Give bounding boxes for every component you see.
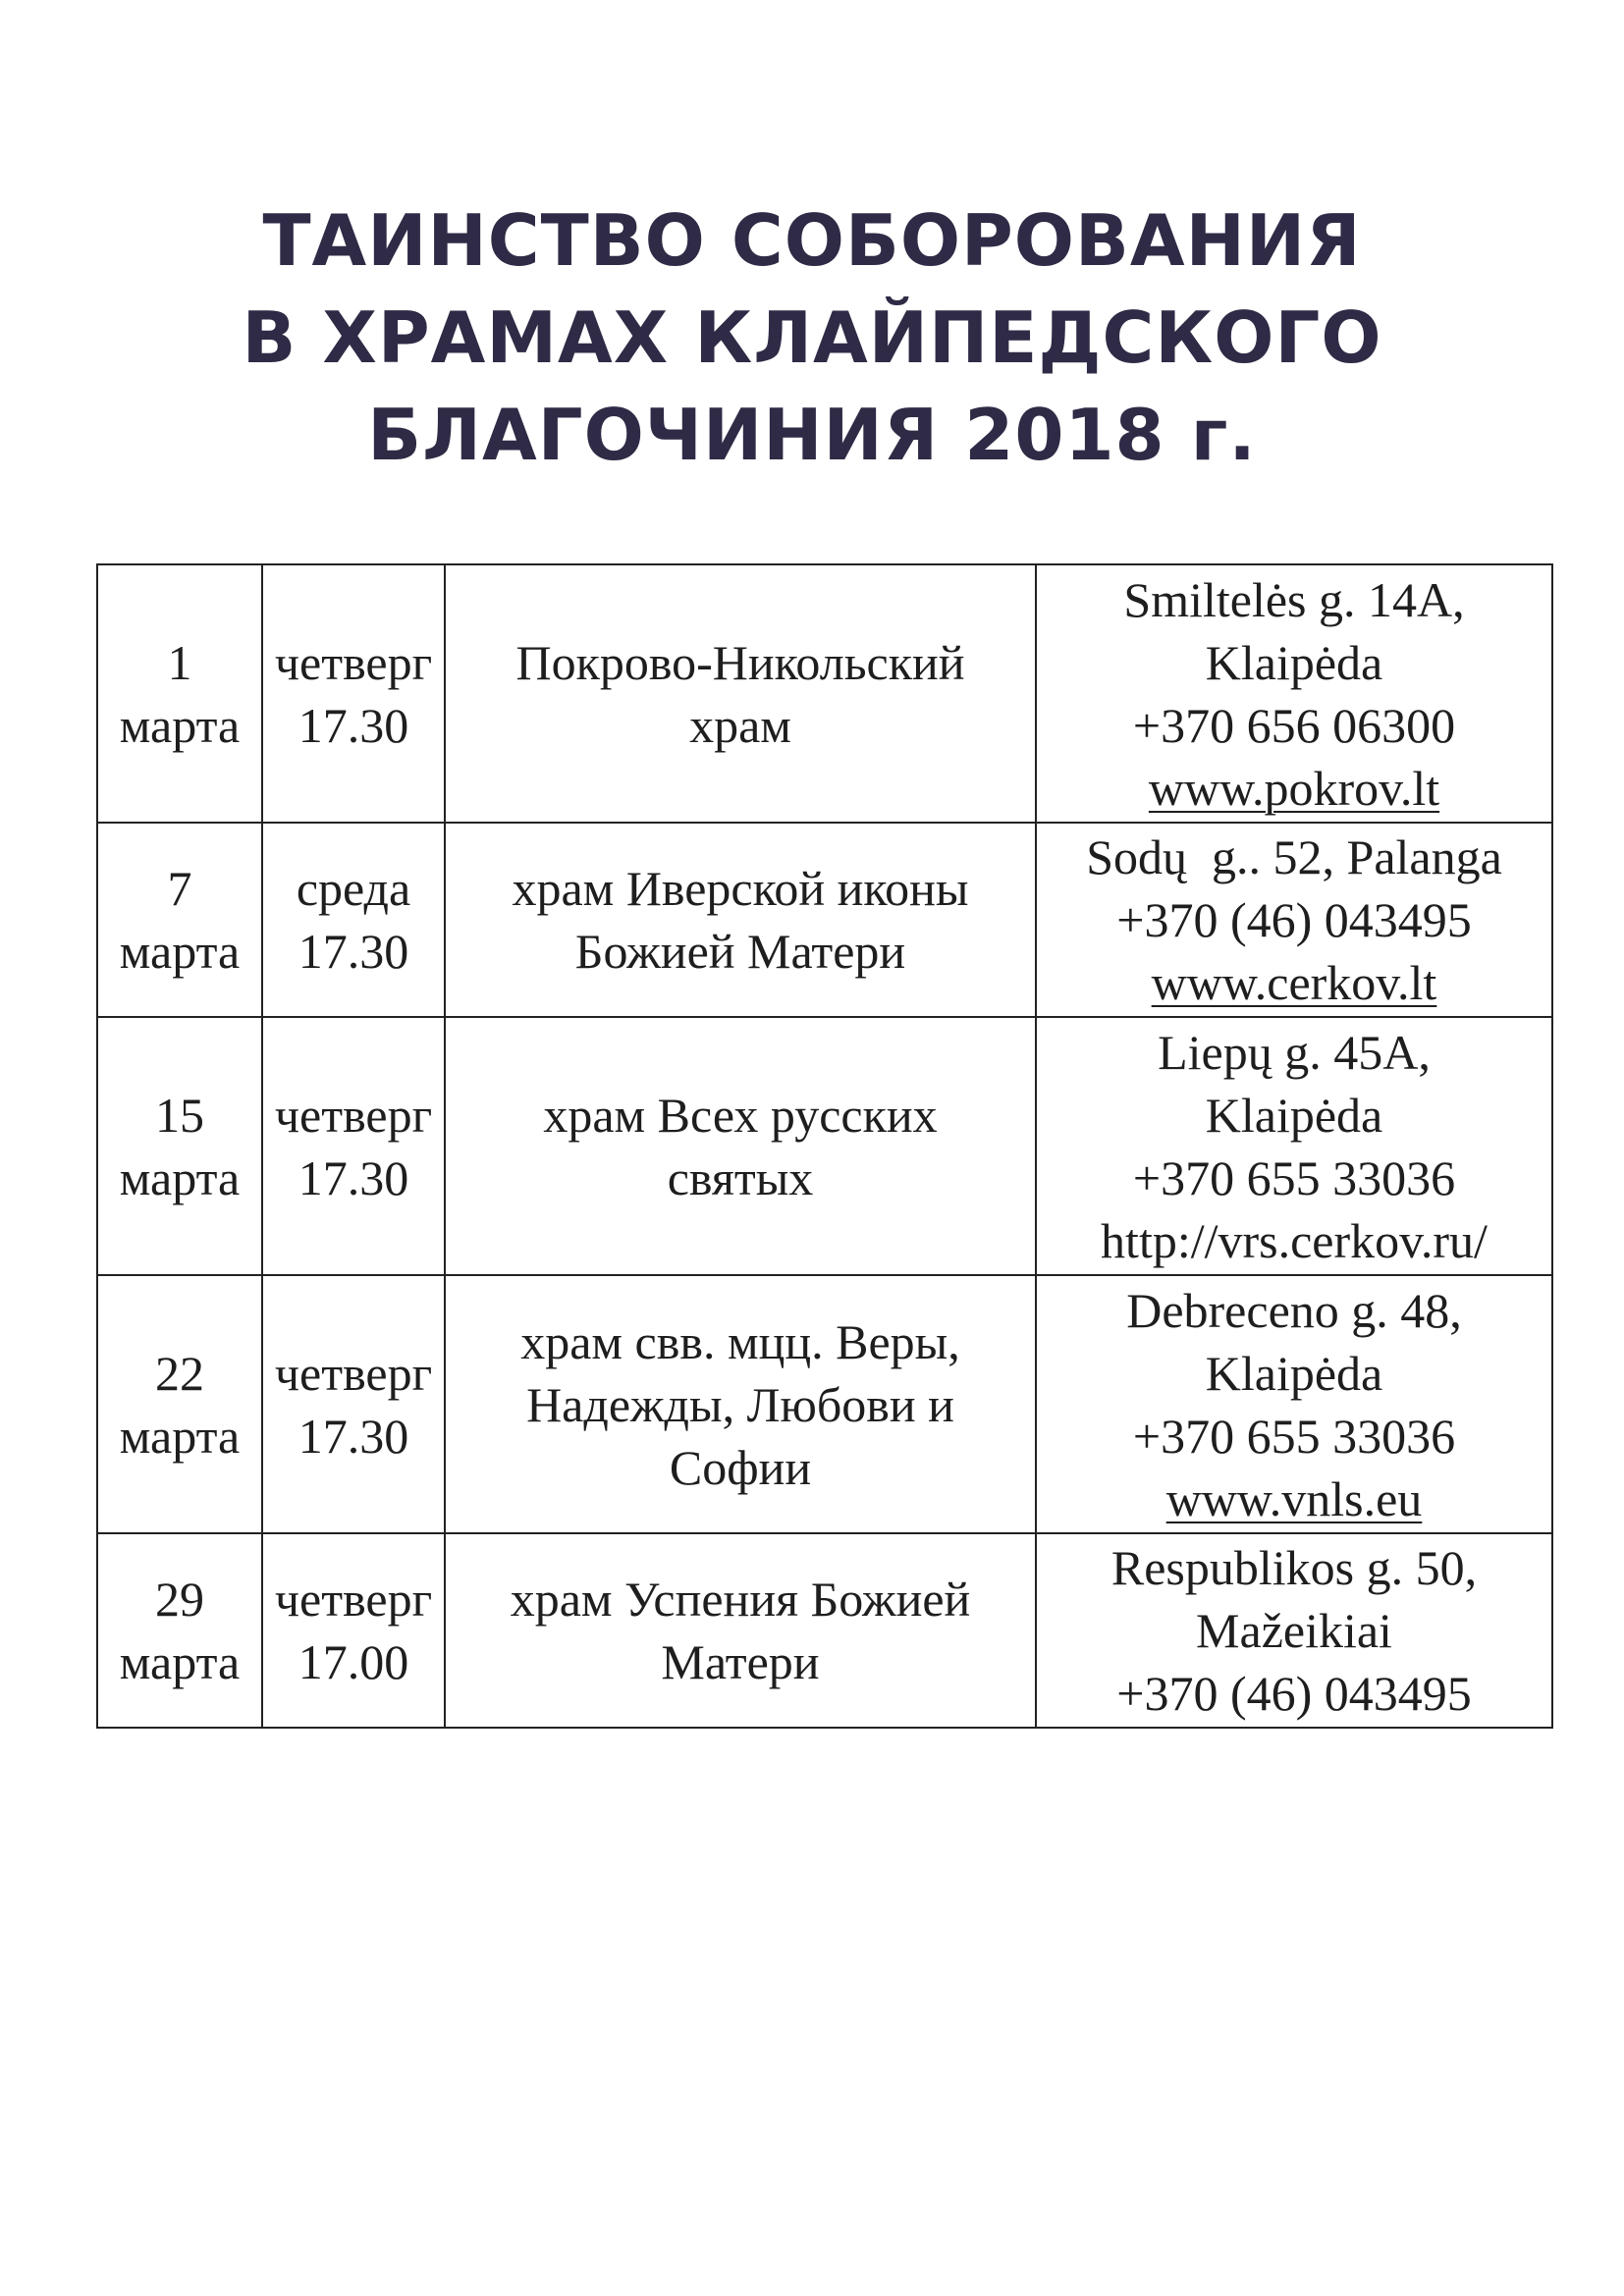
church-name-line: храм свв. мцц. Веры, (520, 1313, 960, 1369)
weekday: среда (296, 861, 411, 916)
address-cell (1036, 1533, 1552, 1728)
table-row (97, 1275, 1552, 1533)
address-line: Liepų g. 45A, (1158, 1024, 1431, 1080)
table-row (97, 564, 1552, 823)
church-name-line: храм (689, 697, 791, 753)
page-title (0, 192, 1624, 484)
church-name-line: Матери (661, 1634, 820, 1689)
weekday-time-cell (262, 823, 445, 1017)
title-line-1: ТАИНСТВО СОБОРОВАНИЯ (262, 199, 1362, 282)
church-cell (445, 823, 1036, 1017)
date-cell (97, 823, 262, 1017)
date-cell (97, 1533, 262, 1728)
date-day: 7 (167, 861, 192, 916)
address-line: Smiltelės g. 14A, (1123, 571, 1465, 627)
church-name-line: Покрово-Никольский (515, 634, 965, 690)
weekday-time-cell (262, 1275, 445, 1533)
weekday: четверг (274, 1572, 433, 1627)
address-line: Klaipėda (1205, 1087, 1383, 1143)
date-cell (97, 1017, 262, 1275)
weekday: четверг (274, 634, 433, 690)
phone-number: +370 (46) 043495 (1116, 1666, 1472, 1721)
website-link[interactable]: www.pokrov.lt (1148, 760, 1440, 816)
table-row (97, 1017, 1552, 1275)
address-line: Mažeikiai (1196, 1603, 1392, 1658)
date-month: марта (119, 1634, 241, 1689)
church-cell (445, 1275, 1036, 1533)
service-time: 17.30 (298, 1408, 409, 1464)
church-name-line: храм Всех русских (543, 1087, 938, 1143)
address-line: Respublikos g. 50, (1110, 1540, 1478, 1595)
phone-number: +370 655 33036 (1132, 1149, 1456, 1205)
title-line-2: В ХРАМАХ КЛАЙПЕДСКОГО (242, 296, 1382, 379)
address-line: Debreceno g. 48, (1126, 1282, 1462, 1338)
date-day: 15 (155, 1087, 204, 1143)
church-name-line: святых (667, 1149, 814, 1205)
address-cell (1036, 1275, 1552, 1533)
church-name-line: Надежды, Любови и (526, 1376, 954, 1432)
phone-number: +370 656 06300 (1132, 697, 1456, 753)
table-row (97, 1533, 1552, 1728)
weekday-time-cell (262, 1533, 445, 1728)
church-cell (445, 564, 1036, 823)
church-cell (445, 1533, 1036, 1728)
address-line: Klaipėda (1205, 1345, 1383, 1401)
date-month: марта (119, 924, 241, 979)
date-cell (97, 1275, 262, 1533)
service-time: 17.30 (298, 924, 409, 979)
address-cell (1036, 564, 1552, 823)
weekday-time-cell (262, 1017, 445, 1275)
table-row (97, 823, 1552, 1017)
schedule-table (96, 563, 1553, 1729)
date-day: 1 (167, 634, 192, 690)
weekday-time-cell (262, 564, 445, 823)
church-name-line: Софии (669, 1439, 812, 1495)
weekday: четверг (274, 1345, 433, 1401)
address-cell (1036, 823, 1552, 1017)
weekday: четверг (274, 1087, 433, 1143)
address-cell (1036, 1017, 1552, 1275)
address-line: Klaipėda (1205, 634, 1383, 690)
church-name-line: храм Иверской иконы (512, 861, 969, 916)
church-name-line: храм Успения Божией (510, 1572, 971, 1627)
date-day: 22 (155, 1345, 204, 1401)
date-month: марта (119, 1149, 241, 1205)
service-time: 17.30 (298, 697, 409, 753)
service-time: 17.30 (298, 1149, 409, 1205)
title-line-3: БЛАГОЧИНИЯ 2018 г. (367, 394, 1257, 476)
date-cell (97, 564, 262, 823)
website-link[interactable]: www.cerkov.lt (1151, 955, 1437, 1010)
date-month: марта (119, 1408, 241, 1464)
phone-number: +370 (46) 043495 (1116, 892, 1472, 947)
date-day: 29 (155, 1572, 204, 1627)
church-name-line: Божией Матери (574, 924, 906, 979)
website-link[interactable]: www.vnls.eu (1165, 1470, 1423, 1526)
phone-number: +370 655 33036 (1132, 1408, 1456, 1464)
service-time: 17.00 (298, 1634, 409, 1689)
church-cell (445, 1017, 1036, 1275)
date-month: марта (119, 697, 241, 753)
address-line: Sodų g.. 52, Palanga (1086, 829, 1502, 884)
website-url: http://vrs.cerkov.ru/ (1101, 1212, 1488, 1268)
